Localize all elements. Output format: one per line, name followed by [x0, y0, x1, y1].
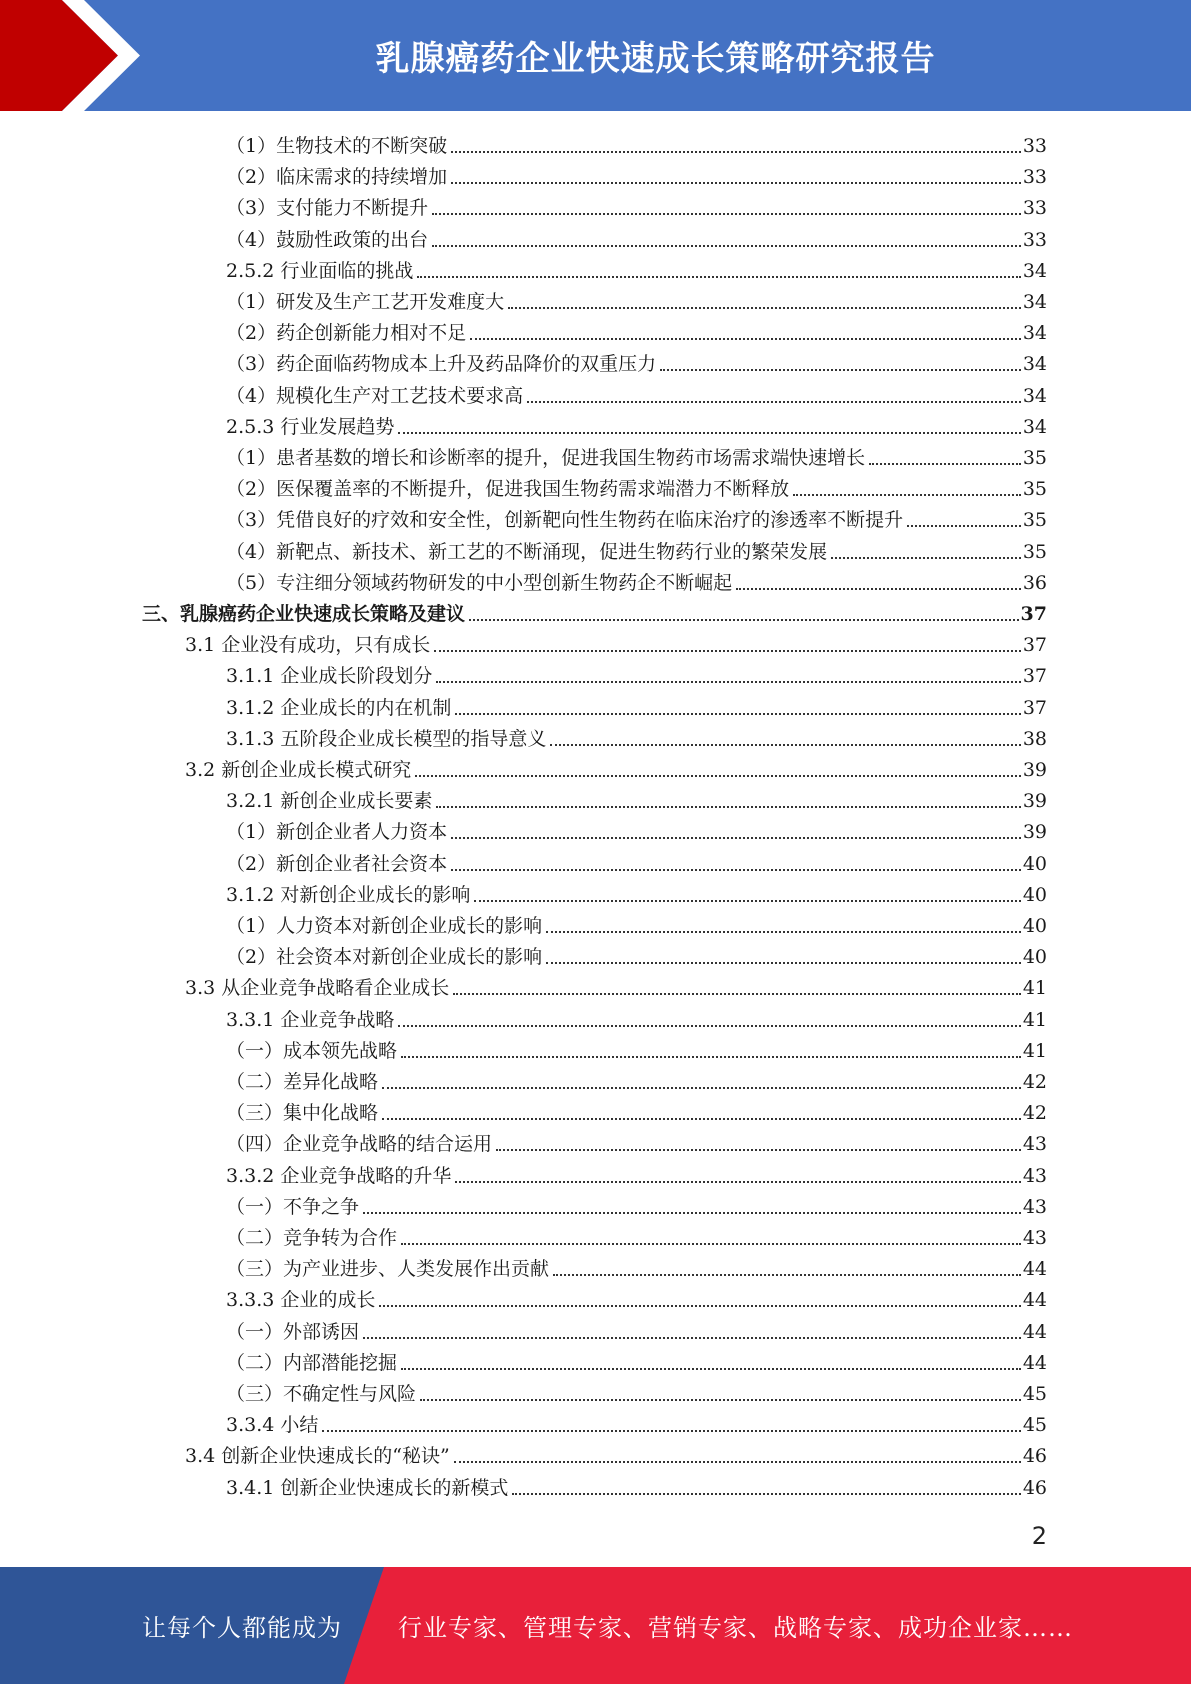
toc-entry-page: 40: [1022, 852, 1047, 875]
toc-entry-title: 2.5.3 行业发展趋势: [226, 415, 395, 438]
toc-entry-page: 37: [1022, 634, 1047, 657]
toc-entry-title: （4）新靶点、新技术、新工艺的不断涌现，促进生物药行业的繁荣发展: [226, 540, 828, 563]
toc-entry-page: 41: [1022, 977, 1047, 1000]
toc-entry-title: （2）新创企业者社会资本: [226, 852, 448, 875]
toc-entry-page: 37: [1022, 696, 1047, 719]
toc-entry-title: （二）差异化战略: [226, 1071, 379, 1093]
toc-entry-page: 39: [1022, 759, 1047, 781]
toc-entry[interactable]: [226, 813, 1047, 844]
toc-entry-page: 34: [1022, 259, 1047, 282]
toc-dot-leader: [451, 869, 1021, 871]
toc-dot-leader: [550, 744, 1020, 746]
toc-entry[interactable]: [226, 533, 1047, 564]
toc-entry-page: 33: [1022, 166, 1047, 189]
toc-entry[interactable]: [226, 127, 1047, 158]
toc-entry[interactable]: [226, 1063, 1047, 1094]
toc-entry-page: 39: [1022, 790, 1047, 813]
toc-entry-page: 43: [1022, 1195, 1047, 1218]
toc-dot-leader: [869, 463, 1021, 465]
toc-dot-leader: [363, 1212, 1021, 1214]
toc-entry-page: 37: [1020, 603, 1047, 625]
toc-entry-title: 3.1.1 企业成长阶段划分: [226, 665, 433, 688]
toc-dot-leader: [420, 1399, 1021, 1401]
toc-dot-leader: [512, 1493, 1020, 1495]
toc-entry[interactable]: [226, 189, 1047, 220]
toc-entry-page: 35: [1022, 509, 1047, 532]
footer-slogan-left: 让每个人都能成为: [142, 1614, 342, 1642]
toc-dot-leader: [907, 525, 1021, 527]
toc-entry-page: 40: [1022, 946, 1047, 969]
toc-entry-page: 34: [1022, 291, 1047, 313]
footer-slogan-right: 行业专家、管理专家、营销专家、战略专家、成功企业家……: [398, 1614, 1073, 1642]
toc-entry[interactable]: [226, 439, 1047, 470]
toc-entry[interactable]: [226, 1281, 1047, 1312]
toc-entry-title: （4）鼓励性政策的出台: [226, 228, 429, 251]
toc-entry-title: （1）生物技术的不断突破: [226, 135, 448, 157]
toc-dot-leader: [417, 276, 1020, 278]
toc-entry[interactable]: [226, 1125, 1047, 1156]
toc-entry-page: 34: [1022, 322, 1047, 345]
toc-dot-leader: [496, 1149, 1021, 1151]
toc-dot-leader: [455, 1181, 1020, 1183]
toc-entry-page: 33: [1022, 228, 1047, 251]
toc-entry-title: 三、乳腺癌药企业快速成长策略及建议: [142, 603, 466, 625]
toc-entry[interactable]: [226, 1032, 1047, 1063]
toc-entry-title: （四）企业竞争战略的结合运用: [226, 1133, 493, 1156]
toc-entry[interactable]: [226, 1094, 1047, 1125]
toc-dot-leader: [363, 1337, 1021, 1339]
toc-entry-title: （一）外部诱因: [226, 1320, 360, 1343]
toc-entry-page: 38: [1022, 727, 1047, 750]
toc-entry-title: （三）不确定性与风险: [226, 1383, 417, 1405]
toc-dot-leader: [379, 1305, 1020, 1307]
toc-entry[interactable]: [226, 720, 1047, 751]
toc-entry[interactable]: [226, 1219, 1047, 1250]
toc-entry-title: 3.3 从企业竞争战略看企业成长: [185, 977, 450, 1000]
toc-entry-title: 3.1 企业没有成功，只有成长: [185, 634, 431, 657]
toc-entry-page: 39: [1022, 821, 1047, 844]
toc-entry-title: （一）不争之争: [226, 1195, 360, 1218]
header-chevron-decoration: [0, 0, 160, 111]
toc-entry-title: （3）支付能力不断提升: [226, 197, 429, 220]
toc-entry-title: （二）内部潜能挖掘: [226, 1351, 398, 1374]
toc-entry[interactable]: [226, 252, 1047, 283]
toc-dot-leader: [436, 681, 1020, 683]
toc-entry-page: 37: [1022, 665, 1047, 688]
toc-dot-leader: [401, 1368, 1021, 1370]
toc-entry-title: （5）专注细分领域药物研发的中小型创新生物药企不断崛起: [226, 571, 733, 594]
toc-entry-title: （4）规模化生产对工艺技术要求高: [226, 384, 524, 407]
toc-dot-leader: [736, 588, 1021, 590]
toc-entry-page: 44: [1022, 1351, 1047, 1374]
toc-entry-page: 41: [1022, 1039, 1047, 1062]
toc-entry-title: 3.3.3 企业的成长: [226, 1289, 376, 1312]
toc-entry-page: 46: [1022, 1476, 1047, 1499]
toc-dot-leader: [432, 213, 1021, 215]
toc-entry-title: 3.1.2 企业成长的内在机制: [226, 696, 452, 719]
toc-entry-page: 36: [1022, 571, 1047, 594]
toc-entry-title: （2）药企创新能力相对不足: [226, 322, 467, 345]
toc-entry-title: （二）竞争转为合作: [226, 1227, 398, 1249]
toc-dot-leader: [453, 993, 1021, 995]
toc-entry-title: （三）集中化战略: [226, 1102, 379, 1125]
toc-entry[interactable]: [185, 626, 1047, 657]
toc-entry[interactable]: [226, 657, 1047, 688]
toc-dot-leader: [470, 338, 1021, 340]
toc-entry[interactable]: [226, 907, 1047, 938]
toc-dot-leader: [793, 494, 1021, 496]
toc-entry[interactable]: [226, 1469, 1047, 1500]
toc-entry[interactable]: [226, 314, 1047, 345]
toc-entry-title: 3.1.3 五阶段企业成长模型的指导意义: [226, 727, 547, 750]
toc-dot-leader: [455, 713, 1020, 715]
toc-entry[interactable]: [226, 845, 1047, 876]
toc-entry-page: 43: [1022, 1227, 1047, 1249]
toc-dot-leader: [546, 931, 1021, 933]
toc-entry-title: （1）研发及生产工艺开发难度大: [226, 291, 505, 313]
toc-entry[interactable]: [226, 1188, 1047, 1219]
toc-entry[interactable]: [226, 283, 1047, 314]
toc-dot-leader: [454, 1461, 1021, 1463]
toc-entry[interactable]: [226, 1313, 1047, 1344]
toc-entry[interactable]: [226, 782, 1047, 813]
toc-entry[interactable]: [226, 221, 1047, 252]
toc-entry[interactable]: [226, 689, 1047, 720]
toc-entry[interactable]: [226, 1157, 1047, 1188]
toc-entry-page: 34: [1022, 415, 1047, 438]
toc-entry[interactable]: [226, 1250, 1047, 1281]
toc-entry[interactable]: [185, 969, 1047, 1000]
toc-entry-title: （2）临床需求的持续增加: [226, 166, 448, 189]
toc-dot-leader: [398, 1025, 1020, 1027]
toc-dot-leader: [398, 432, 1020, 434]
report-header-bar: [0, 0, 1191, 111]
toc-entry-title: （2）社会资本对新创企业成长的影响: [226, 946, 543, 969]
toc-entry-title: （1）人力资本对新创企业成长的影响: [226, 915, 543, 937]
toc-entry-page: 35: [1022, 447, 1047, 469]
toc-dot-leader: [401, 1056, 1021, 1058]
toc-entry-title: （三）为产业进步、人类发展作出贡献: [226, 1258, 550, 1281]
toc-entry[interactable]: [226, 1406, 1047, 1437]
toc-dot-leader: [527, 401, 1021, 403]
toc-dot-leader: [469, 619, 1019, 621]
toc-entry-title: （1）新创企业者人力资本: [226, 821, 448, 844]
footer-banner: [0, 1567, 1191, 1684]
toc-entry-page: 42: [1022, 1071, 1047, 1093]
toc-entry-page: 45: [1022, 1383, 1047, 1405]
toc-entry-page: 44: [1022, 1320, 1047, 1343]
toc-entry-title: 3.3.4 小结: [226, 1414, 319, 1437]
toc-dot-leader: [474, 900, 1020, 902]
toc-entry[interactable]: [226, 345, 1047, 376]
toc-dot-leader: [415, 775, 1021, 777]
toc-entry[interactable]: [226, 501, 1047, 532]
toc-dot-leader: [831, 557, 1021, 559]
toc-entry-page: 46: [1022, 1445, 1047, 1468]
toc-entry-title: 3.1.2 对新创企业成长的影响: [226, 883, 471, 906]
toc-dot-leader: [434, 650, 1021, 652]
toc-dot-leader: [451, 837, 1021, 839]
toc-entry[interactable]: [142, 595, 1047, 626]
toc-entry[interactable]: [226, 564, 1047, 595]
toc-dot-leader: [451, 182, 1021, 184]
toc-entry-title: （3）凭借良好的疗效和安全性，创新靶向性生物药在临床治疗的渗透率不断提升: [226, 509, 904, 532]
toc-dot-leader: [451, 151, 1021, 153]
toc-entry-title: 3.3.1 企业竞争战略: [226, 1008, 395, 1031]
toc-entry-page: 35: [1022, 540, 1047, 563]
toc-entry-page: 44: [1022, 1258, 1047, 1281]
toc-entry-page: 43: [1022, 1133, 1047, 1156]
toc-entry-title: 3.2.1 新创企业成长要素: [226, 790, 433, 813]
toc-dot-leader: [382, 1118, 1021, 1120]
toc-entry-page: 34: [1022, 384, 1047, 407]
toc-entry[interactable]: [226, 1375, 1047, 1406]
toc-entry-title: （1）患者基数的增长和诊断率的提升，促进我国生物药市场需求端快速增长: [226, 447, 866, 469]
page-number: 2: [1031, 1522, 1047, 1550]
toc-entry[interactable]: [226, 408, 1047, 439]
toc-entry[interactable]: [226, 377, 1047, 408]
toc-dot-leader: [546, 962, 1021, 964]
toc-dot-leader: [508, 307, 1021, 309]
toc-entry-title: 3.3.2 企业竞争战略的升华: [226, 1164, 452, 1187]
toc-entry-page: 43: [1022, 1164, 1047, 1187]
toc-entry-page: 41: [1022, 1008, 1047, 1031]
toc-entry[interactable]: [226, 470, 1047, 501]
toc-dot-leader: [382, 1087, 1021, 1089]
toc-entry[interactable]: [226, 1344, 1047, 1375]
toc-dot-leader: [436, 806, 1020, 808]
toc-entry-title: （3）药企面临药物成本上升及药品降价的双重压力: [226, 353, 657, 376]
toc-entry[interactable]: [226, 158, 1047, 189]
toc-entry-page: 34: [1022, 353, 1047, 376]
toc-dot-leader: [660, 369, 1021, 371]
toc-entry-title: （2）医保覆盖率的不断提升，促进我国生物药需求端潜力不断释放: [226, 478, 790, 501]
toc-dot-leader: [322, 1430, 1020, 1432]
toc-entry-title: 3.4.1 创新企业快速成长的新模式: [226, 1476, 509, 1499]
toc-entry-page: 42: [1022, 1102, 1047, 1125]
toc-entry-title: 2.5.2 行业面临的挑战: [226, 259, 414, 282]
toc-entry-title: 3.4 创新企业快速成长的“秘诀”: [185, 1445, 450, 1468]
toc-entry[interactable]: [185, 1437, 1047, 1468]
toc-entry-page: 44: [1022, 1289, 1047, 1312]
toc-entry-title: （一）成本领先战略: [226, 1039, 398, 1062]
toc-dot-leader: [553, 1274, 1021, 1276]
report-title: 乳腺癌药企业快速成长策略研究报告: [375, 39, 936, 79]
toc-entry-page: 40: [1022, 915, 1047, 937]
toc-entry-page: 33: [1022, 197, 1047, 220]
toc-entry[interactable]: [185, 751, 1047, 782]
toc-entry-page: 33: [1022, 135, 1047, 157]
toc-entry-title: 3.2 新创企业成长模式研究: [185, 759, 412, 781]
toc-entry[interactable]: [226, 876, 1047, 907]
toc-dot-leader: [401, 1243, 1021, 1245]
toc-entry-page: 40: [1022, 883, 1047, 906]
toc-dot-leader: [432, 245, 1021, 247]
toc-entry-page: 45: [1022, 1414, 1047, 1437]
toc-entry-page: 35: [1022, 478, 1047, 501]
toc-entry[interactable]: [226, 1001, 1047, 1032]
toc-entry[interactable]: [226, 938, 1047, 969]
